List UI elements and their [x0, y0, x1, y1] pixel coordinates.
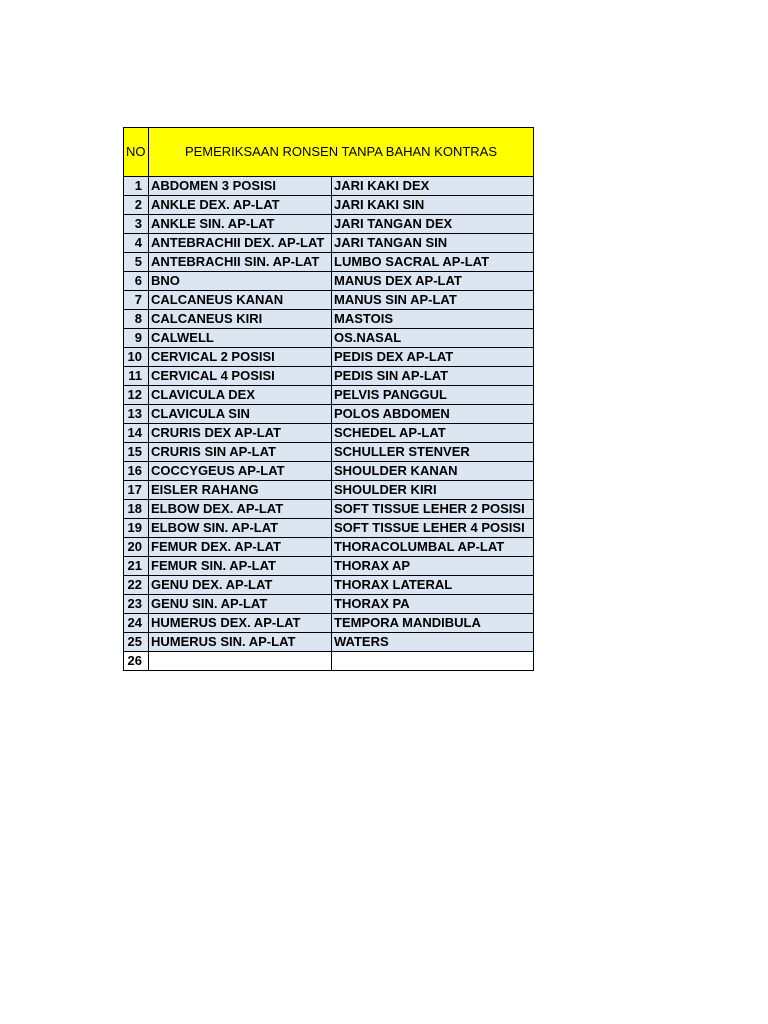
exam-name-right: SCHULLER STENVER	[332, 443, 534, 462]
table-row	[124, 481, 534, 500]
row-number: 23	[124, 595, 149, 614]
exam-name-left: CALCANEUS KANAN	[149, 291, 332, 310]
table-row	[124, 443, 534, 462]
exam-name-right: PEDIS SIN AP-LAT	[332, 367, 534, 386]
exam-name-left: GENU SIN. AP-LAT	[149, 595, 332, 614]
table-row	[124, 310, 534, 329]
exam-name-left: BNO	[149, 272, 332, 291]
table-row	[124, 614, 534, 633]
row-number: 6	[124, 272, 149, 291]
exam-name-right	[332, 652, 534, 671]
exam-name-left: ANKLE DEX. AP-LAT	[149, 196, 332, 215]
exam-name-left: CERVICAL 2 POSISI	[149, 348, 332, 367]
exam-name-right: THORAX AP	[332, 557, 534, 576]
exam-name-left: ELBOW SIN. AP-LAT	[149, 519, 332, 538]
table-body	[124, 177, 534, 671]
exam-name-left: ANTEBRACHII SIN. AP-LAT	[149, 253, 332, 272]
exam-name-left: CERVICAL 4 POSISI	[149, 367, 332, 386]
exam-name-right: JARI TANGAN DEX	[332, 215, 534, 234]
exam-name-left: HUMERUS DEX. AP-LAT	[149, 614, 332, 633]
table-row	[124, 500, 534, 519]
table-row	[124, 196, 534, 215]
table-row	[124, 215, 534, 234]
exam-table	[123, 127, 534, 671]
row-number: 8	[124, 310, 149, 329]
exam-name-left: FEMUR SIN. AP-LAT	[149, 557, 332, 576]
row-number: 13	[124, 405, 149, 424]
exam-name-right: WATERS	[332, 633, 534, 652]
header-no: NO	[124, 128, 149, 177]
exam-name-left: ANTEBRACHII DEX. AP-LAT	[149, 234, 332, 253]
row-number: 17	[124, 481, 149, 500]
exam-name-left: FEMUR DEX. AP-LAT	[149, 538, 332, 557]
table-row	[124, 272, 534, 291]
table-row	[124, 519, 534, 538]
table-row	[124, 291, 534, 310]
row-number: 16	[124, 462, 149, 481]
exam-name-right: TEMPORA MANDIBULA	[332, 614, 534, 633]
row-number: 26	[124, 652, 149, 671]
exam-name-right: SOFT TISSUE LEHER 2 POSISI	[332, 500, 534, 519]
exam-name-right: MASTOIS	[332, 310, 534, 329]
table-row	[124, 576, 534, 595]
row-number: 22	[124, 576, 149, 595]
exam-name-left: ABDOMEN 3 POSISI	[149, 177, 332, 196]
row-number: 25	[124, 633, 149, 652]
exam-name-right: SCHEDEL AP-LAT	[332, 424, 534, 443]
exam-name-left: ELBOW DEX. AP-LAT	[149, 500, 332, 519]
row-number: 15	[124, 443, 149, 462]
exam-name-right: JARI TANGAN SIN	[332, 234, 534, 253]
table-row	[124, 386, 534, 405]
row-number: 24	[124, 614, 149, 633]
exam-name-left: GENU DEX. AP-LAT	[149, 576, 332, 595]
header-row	[124, 128, 534, 177]
row-number: 4	[124, 234, 149, 253]
exam-name-left: HUMERUS SIN. AP-LAT	[149, 633, 332, 652]
exam-name-right: SHOULDER KANAN	[332, 462, 534, 481]
exam-name-right: MANUS SIN AP-LAT	[332, 291, 534, 310]
exam-name-right: PELVIS PANGGUL	[332, 386, 534, 405]
table-row	[124, 538, 534, 557]
row-number: 21	[124, 557, 149, 576]
table-row	[124, 367, 534, 386]
row-number: 7	[124, 291, 149, 310]
exam-name-left: COCCYGEUS AP-LAT	[149, 462, 332, 481]
row-number: 19	[124, 519, 149, 538]
exam-name-right: MANUS DEX AP-LAT	[332, 272, 534, 291]
table-row	[124, 424, 534, 443]
table-row	[124, 234, 534, 253]
exam-name-right: JARI KAKI DEX	[332, 177, 534, 196]
row-number: 20	[124, 538, 149, 557]
exam-name-right: SHOULDER KIRI	[332, 481, 534, 500]
row-number: 12	[124, 386, 149, 405]
table-row	[124, 348, 534, 367]
table-row	[124, 177, 534, 196]
exam-name-right: JARI KAKI SIN	[332, 196, 534, 215]
exam-name-right: THORAX LATERAL	[332, 576, 534, 595]
table-row	[124, 462, 534, 481]
row-number: 11	[124, 367, 149, 386]
table-row	[124, 253, 534, 272]
row-number: 2	[124, 196, 149, 215]
table-row	[124, 652, 534, 671]
exam-name-left: CRURIS DEX AP-LAT	[149, 424, 332, 443]
table-row	[124, 595, 534, 614]
exam-name-left: EISLER RAHANG	[149, 481, 332, 500]
table-row	[124, 633, 534, 652]
exam-name-left	[149, 652, 332, 671]
row-number: 3	[124, 215, 149, 234]
row-number: 14	[124, 424, 149, 443]
header-title: PEMERIKSAAN RONSEN TANPA BAHAN KONTRAS	[149, 128, 534, 177]
row-number: 10	[124, 348, 149, 367]
row-number: 5	[124, 253, 149, 272]
exam-name-left: CALCANEUS KIRI	[149, 310, 332, 329]
table-row	[124, 329, 534, 348]
exam-name-left: CALWELL	[149, 329, 332, 348]
exam-name-right: OS.NASAL	[332, 329, 534, 348]
exam-name-right: THORACOLUMBAL AP-LAT	[332, 538, 534, 557]
exam-name-right: SOFT TISSUE LEHER 4 POSISI	[332, 519, 534, 538]
exam-name-left: CLAVICULA SIN	[149, 405, 332, 424]
exam-name-right: POLOS ABDOMEN	[332, 405, 534, 424]
exam-name-right: LUMBO SACRAL AP-LAT	[332, 253, 534, 272]
row-number: 1	[124, 177, 149, 196]
table-row	[124, 405, 534, 424]
exam-name-right: THORAX PA	[332, 595, 534, 614]
table-row	[124, 557, 534, 576]
exam-name-left: CRURIS SIN AP-LAT	[149, 443, 332, 462]
row-number: 9	[124, 329, 149, 348]
exam-name-right: PEDIS DEX AP-LAT	[332, 348, 534, 367]
exam-name-left: ANKLE SIN. AP-LAT	[149, 215, 332, 234]
row-number: 18	[124, 500, 149, 519]
exam-name-left: CLAVICULA DEX	[149, 386, 332, 405]
